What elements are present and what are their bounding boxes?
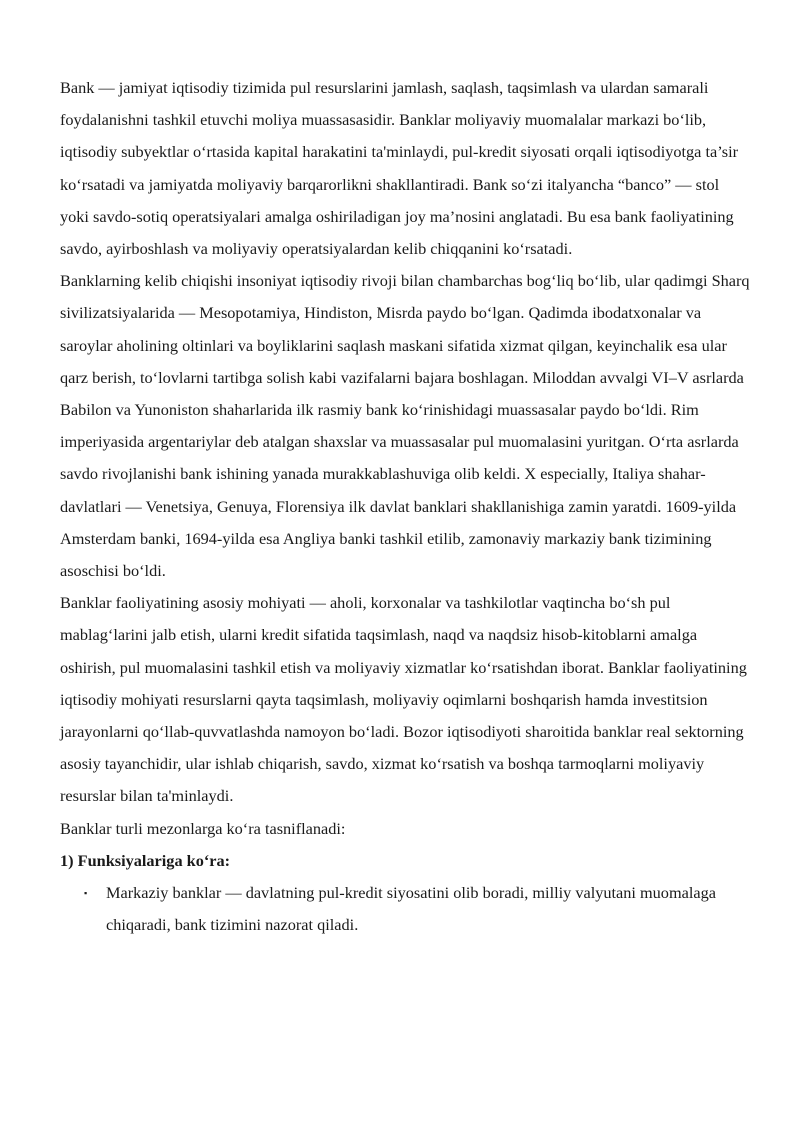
bullet-square-icon: ▪: [84, 888, 88, 899]
list-item: [84, 877, 750, 941]
section-heading-functions: 1) Funksiyalariga ko‘ra:: [60, 850, 231, 870]
bullet-list: [60, 877, 750, 941]
document-page: [60, 72, 750, 941]
list-item-text: Markaziy banklar — davlatning pul-kredit siyosatini olib boradi, milliy valyutani muomalaga chiqaradi, bank tizimini nazorat qiladi.: [106, 883, 716, 935]
paragraph-bank-history: Banklarning kelib chiqishi insoniyat iqtisodiy rivoji bilan chambarchas bog‘liq bo‘lib, ular qadimgi Sharq sivilizatsiyalarida — Mesopotamiya, Hindiston, Misrda paydo bo‘lgan. Qadimda ibodatxonalar va saroylar aholining oltinlari va boyliklarini saqlash maskani sifatida xizmat qilgan, keyinchalik esa ular qarz berish, to‘lovlarni tartibga solish kabi vazifalarni bajara boshlagan. Miloddan avvalgi VI–V asrlarda Babilon va Yunoniston shaharlarida ilk rasmiy bank ko‘rinishidagi muassasalar paydo bo‘ldi. Rim imperiyasida argentariylar deb atalgan shaxslar va muassasalar pul muomalasini yuritgan. O‘rta asrlarda savdo rivojlanishi bank ishining yanada murakkablashuviga olib keldi. X especially, Italiya shahar-davlatlari — Venetsiya, Genuya, Florensiya ilk davlat banklari shakllanishiga zamin yaratdi. 1609-yilda Amsterdam banki, 1694-yilda esa Angliya banki tashkil etilib, zamonaviy markaziy bank tizimining asoschisi bo‘ldi.: [60, 271, 750, 581]
paragraph-bank-essence: Banklar faoliyatining asosiy mohiyati — aholi, korxonalar va tashkilotlar vaqtincha bo‘sh pul mablag‘larini jalb etish, ularni kredit sifatida taqsimlash, naqd va naqdsiz hisob-kitoblarni amalga oshirish, pul muomalasini tashkil etish va moliyaviy xizmatlar ko‘rsatishdan iborat. Banklar faoliyatining iqtisodiy mohiyati resurslarni qayta taqsimlash, moliyaviy oqimlarni boshqarish hamda investitsion jarayonlarni qo‘llab-quvvatlashda namoyon bo‘ladi. Bozor iqtisodiyoti sharoitida banklar real sektorning asosiy tayanchidir, ular ishlab chiqarish, savdo, xizmat ko‘rsatish va boshqa tarmoqlarni moliyaviy resurslar bilan ta'minlaydi.: [60, 593, 747, 806]
paragraph-bank-definition: Bank — jamiyat iqtisodiy tizimida pul resurslarini jamlash, saqlash, taqsimlash va ulardan samarali foydalanishni tashkil etuvchi moliya muassasasidir. Banklar moliyaviy muomalalar markazi bo‘lib, iqtisodiy subyektlar o‘rtasida kapital harakatini ta'minlaydi, pul-kredit siyosati orqali iqtisodiyotga ta’sir ko‘rsatadi va jamiyatda moliyaviy barqarorlikni shakllantiradi. Bank so‘zi italyancha “banco” — stol yoki savdo-sotiq operatsiyalari amalga oshiriladigan joy ma’nosini anglatadi. Bu esa bank faoliyatining savdo, ayirboshlash va moliyaviy operatsiyalardan kelib chiqqanini ko‘rsatadi.: [60, 78, 739, 259]
paragraph-classification-intro: Banklar turli mezonlarga ko‘ra tasniflanadi:: [60, 818, 346, 838]
